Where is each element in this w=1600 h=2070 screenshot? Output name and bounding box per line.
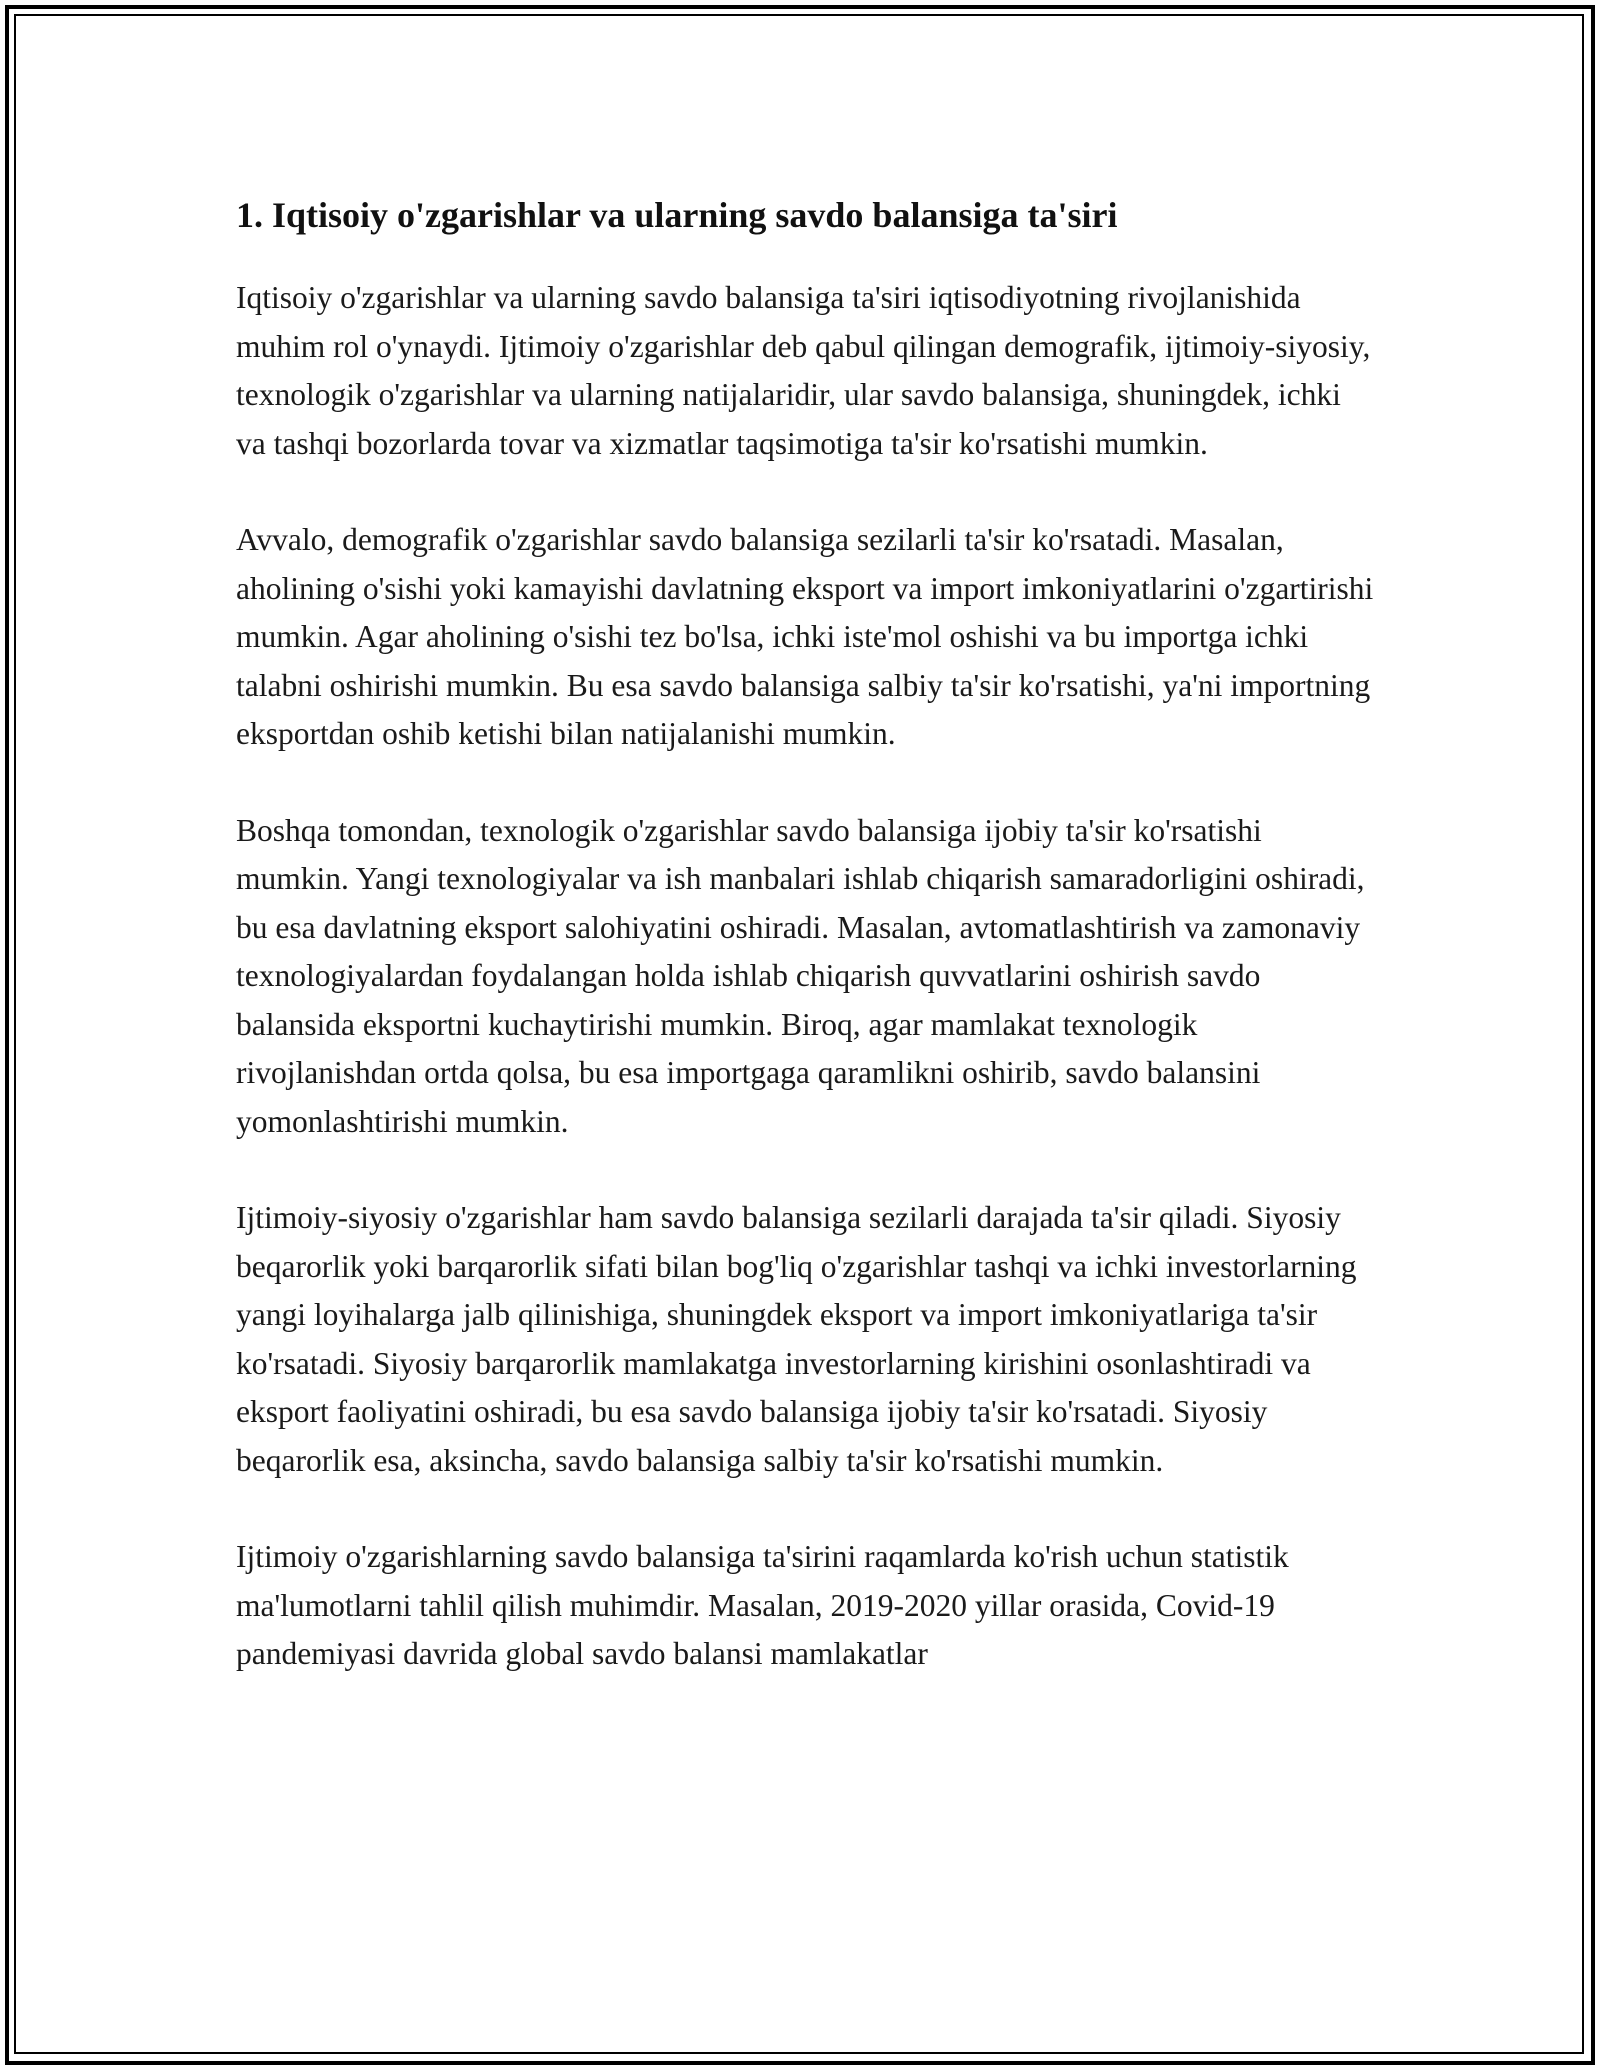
document-body: [236, 186, 1376, 1727]
section-heading: 1. Iqtisoiy o'zgarishlar va ularning savdo balansiga ta'siri: [236, 195, 1118, 235]
paragraph-statistics: Ijtimoiy o'zgarishlarning savdo balansiga ta'sirini raqamlarda ko'rish uchun statistik ma'lumotlarni tahlil qilish muhimdir. Masalan, 2019-2020 yillar orasida, Covid-19 pandemiyasi davrida global savdo balansi mamlakatlar: [236, 1539, 1289, 1671]
paragraph-technological: Boshqa tomondan, texnologik o'zgarishlar savdo balansiga ijobiy ta'sir ko'rsatishi mumkin. Yangi texnologiyalar va ish manbalari ishlab chiqarish samaradorligini oshiradi, bu esa davlatning eksport salohiyatini oshiradi. Masalan, avtomatlashtirish va zamonaviy texnologiyalardan foydalangan holda ishlab chiqarish quvvatlarini oshirish savdo balansida eksportni kuchaytirishi mumkin. Biroq, agar mamlakat texnologik rivojlanishdan ortda qolsa, bu esa importgaga qaramlikni oshirib, savdo balansini yomonlashtirishi mumkin.: [236, 812, 1365, 1139]
paragraph-demographic: Avvalo, demografik o'zgarishlar savdo balansiga sezilarli ta'sir ko'rsatadi. Masalan, aholining o'sishi yoki kamayishi davlatning eksport va import imkoniyatlarini o'zgartirishi mumkin. Agar aholining o'sishi tez bo'lsa, ichki iste'mol oshishi va bu importga ichki talabni oshirishi mumkin. Bu esa savdo balansiga salbiy ta'sir ko'rsatishi, ya'ni importning eksportdan oshib ketishi bilan natijalanishi mumkin.: [236, 522, 1374, 751]
paragraph-socio-political: Ijtimoiy-siyosiy o'zgarishlar ham savdo balansiga sezilarli darajada ta'sir qiladi. Siyosiy beqarorlik yoki barqarorlik sifati bilan bog'liq o'zgarishlar tashqi va ichki investorlarning yangi loyihalarga jalb qilinishiga, shuningdek eksport va import imkoniyatlariga ta'sir ko'rsatadi. Siyosiy barqarorlik mamlakatga investorlarning kirishini osonlashtiradi va eksport faoliyatini oshiradi, bu esa savdo balansiga ijobiy ta'sir ko'rsatadi. Siyosiy beqarorlik esa, aksincha, savdo balansiga salbiy ta'sir ko'rsatishi mumkin.: [236, 1200, 1357, 1478]
paragraph-intro: Iqtisoiy o'zgarishlar va ularning savdo balansiga ta'siri iqtisodiyotning rivojlanishida muhim rol o'ynaydi. Ijtimoiy o'zgarishlar deb qabul qilingan demografik, ijtimoiy-siyosiy, texnologik o'zgarishlar va ularning natijalaridir, ular savdo balansiga, shuningdek, ichki va tashqi bozorlarda tovar va xizmatlar taqsimotiga ta'sir ko'rsatishi mumkin.: [236, 280, 1371, 461]
